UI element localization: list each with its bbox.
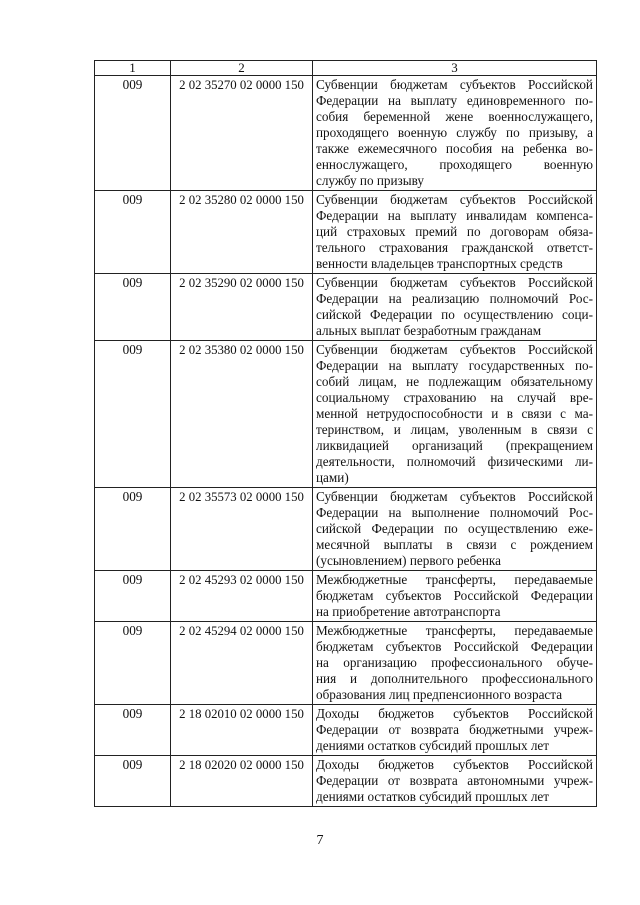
description-cell [313,571,597,622]
description-line: Доходы бюджетов субъектов Российской [316,706,593,721]
description-line: Федерации от возврата бюджетными учреж- [316,722,593,737]
table-body [95,76,597,807]
description-line: теринством, и лицам, уволенным в связи с [316,422,593,437]
description-line: Федерации на выплату единовременного по- [316,93,593,108]
description-cell [313,191,597,274]
description-line: ций страховых премий по договорам обяза- [316,224,593,239]
admin-code-cell: 009 [95,76,171,191]
admin-code-cell: 009 [95,705,171,756]
description-cell [313,76,597,191]
description-line: Субвенции бюджетам субъектов Российской [316,489,593,504]
table-row [95,76,597,191]
description-line: ликвидацией организаций (прекращением [316,438,593,453]
table-row [95,191,597,274]
revenue-code-cell: 2 02 45293 02 0000 150 [171,571,313,622]
description-line: дениями остатков субсидий прошлых лет [316,738,550,753]
description-line: собий лицам, не подлежащим обязательному [316,374,593,389]
description-line: цами) [316,470,349,485]
description-line: Федерации от возврата автономными учреж- [316,773,593,788]
description-line: Субвенции бюджетам субъектов Российской [316,342,593,357]
admin-code-cell: 009 [95,488,171,571]
description-line: службу по призыву [316,173,424,188]
description-cell [313,341,597,488]
revenue-code-cell: 2 02 45294 02 0000 150 [171,622,313,705]
description-line: Федерации на выполнение полномочий Рос- [316,505,593,520]
description-cell [313,274,597,341]
revenue-code-cell: 2 02 35290 02 0000 150 [171,274,313,341]
description-cell [313,622,597,705]
description-line: проходящего военную службу по призыву, а [316,125,593,140]
table-row [95,274,597,341]
table-row [95,488,597,571]
revenue-code-cell: 2 02 35380 02 0000 150 [171,341,313,488]
description-line: еннослужащего, проходящего военную [316,157,593,172]
description-line: тельного страхования гражданской ответст- [316,240,593,255]
revenue-code-cell: 2 02 35270 02 0000 150 [171,76,313,191]
column-number-2: 2 [171,61,313,76]
description-line: собия беременной жене военнослужащего, [316,109,593,124]
description-line: венности владельцев транспортных средств [316,256,563,271]
admin-code-cell: 009 [95,274,171,341]
description-cell [313,705,597,756]
description-line: социальному страхованию на случай вре- [316,390,593,405]
description-line: деятельности, полномочий физическими ли- [316,454,593,469]
description-line: Субвенции бюджетам субъектов Российской [316,192,593,207]
description-line: сийской Федерации по осуществлению еже- [316,521,593,536]
revenue-code-cell: 2 02 35573 02 0000 150 [171,488,313,571]
description-line: на организацию профессионального обуче- [316,655,593,670]
table-row [95,622,597,705]
revenue-code-cell: 2 02 35280 02 0000 150 [171,191,313,274]
admin-code-cell: 009 [95,191,171,274]
admin-code-cell: 009 [95,622,171,705]
description-line: на приобретение автотранспорта [316,604,501,619]
description-line: Доходы бюджетов субъектов Российской [316,757,593,772]
description-line: сийской Федерации по осуществлению соци- [316,307,593,322]
table-row [95,756,597,807]
admin-code-cell: 009 [95,341,171,488]
description-line: Субвенции бюджетам субъектов Российской [316,77,593,92]
column-number-3: 3 [313,61,597,76]
description-line: Межбюджетные трансферты, передаваемые [316,572,593,587]
table-row [95,705,597,756]
page-number: 7 [316,833,324,848]
revenue-code-cell: 2 18 02020 02 0000 150 [171,756,313,807]
description-line: дениями остатков субсидий прошлых лет [316,789,550,804]
description-line: образования лиц предпенсионного возраста [316,687,563,702]
description-line: месячной выплаты в связи с рождением [316,537,593,552]
description-line: бюджетам субъектов Российской Федерации [316,639,593,654]
admin-code-cell: 009 [95,571,171,622]
description-line: Субвенции бюджетам субъектов Российской [316,275,593,290]
table-header-row [95,61,597,76]
column-number-1: 1 [95,61,171,76]
budget-codes-table [94,60,597,807]
description-line: Федерации на выплату государственных по- [316,358,593,373]
description-line: Федерации на реализацию полномочий Рос- [316,291,593,306]
description-line: также ежемесячного пособия на ребенка во- [316,141,593,156]
description-line: ния и дополнительного профессионального [316,671,593,686]
admin-code-cell: 009 [95,756,171,807]
description-line: Межбюджетные трансферты, передаваемые [316,623,593,638]
revenue-code-cell: 2 18 02010 02 0000 150 [171,705,313,756]
description-line: Федерации на выплату инвалидам компенса- [316,208,593,223]
description-cell [313,488,597,571]
description-line: альных выплат безработным гражданам [316,323,542,338]
document-page [94,60,596,807]
description-line: менной нетрудоспособности и в связи с ма- [316,406,593,421]
description-line: бюджетам субъектов Российской Федерации [316,588,593,603]
table-row [95,571,597,622]
description-cell [313,756,597,807]
description-line: (усыновлением) первого ребенка [316,553,501,568]
table-row [95,341,597,488]
